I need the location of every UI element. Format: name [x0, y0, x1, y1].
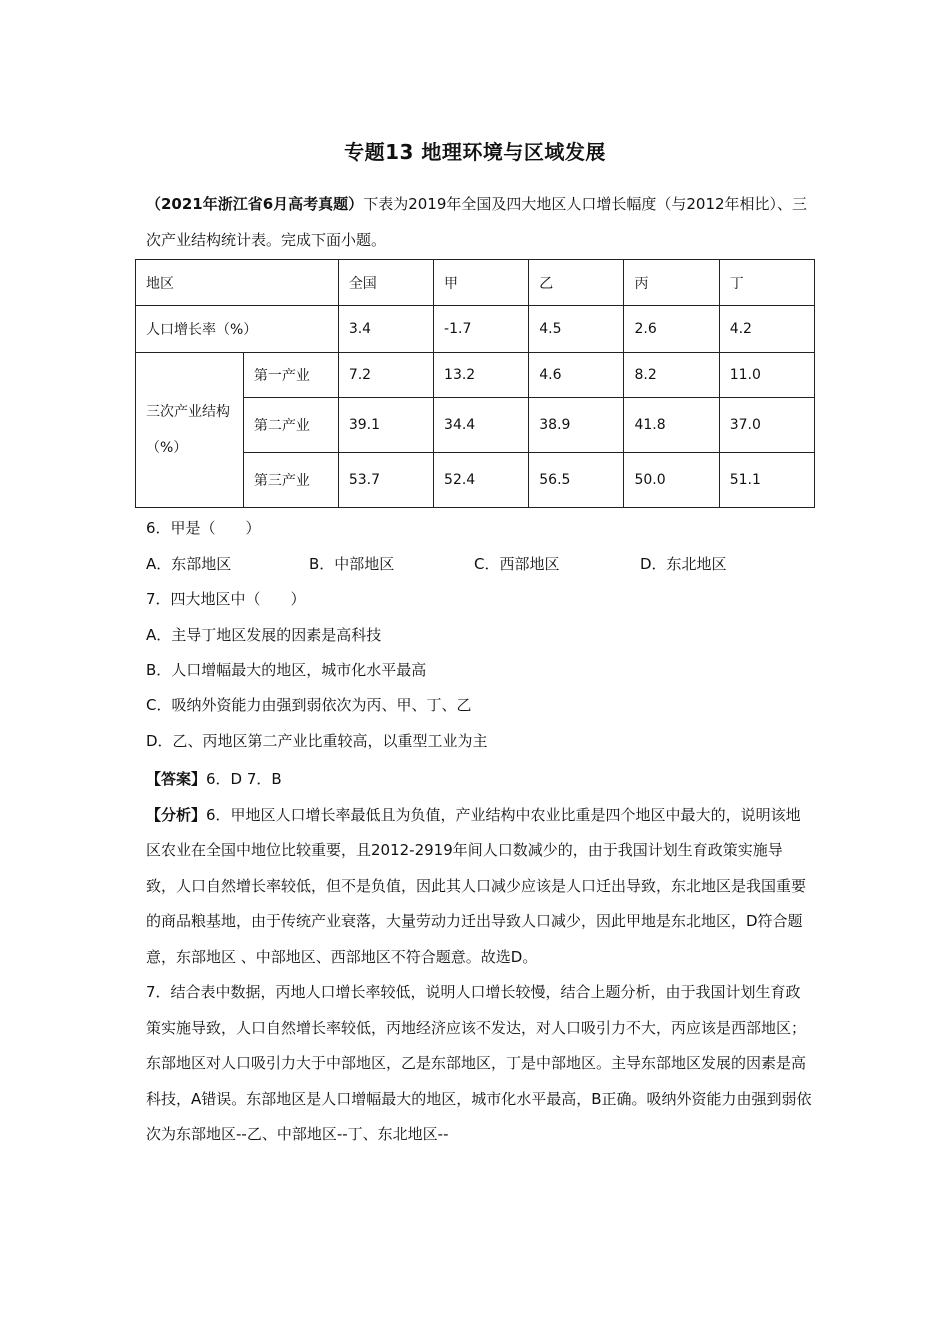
- option-a: A．主导丁地区发展的因素是高科技: [146, 626, 382, 644]
- header-national: 全国: [338, 260, 433, 306]
- intro-text: 下表为2019年全国及四大地区人口增长幅度（与2012年相比）、三次产业结构统计表。完成下面小题。: [146, 195, 808, 249]
- table-row-primary: [136, 353, 815, 398]
- question-source: （2021年浙江省6月高考真题）: [146, 195, 364, 213]
- table-cell: 3.4: [338, 306, 433, 353]
- header-jia: 甲: [434, 260, 529, 306]
- industry-label-primary: 第一产业: [243, 353, 338, 398]
- table-cell: 41.8: [624, 398, 719, 453]
- page-title: 专题13 地理环境与区域发展: [344, 140, 606, 164]
- table-cell: 13.2: [434, 353, 529, 398]
- analysis-paragraph-2: 7．结合表中数据，丙地人口增长率较低，说明人口增长较慢，结合上题分析，由于我国计划生育政策实施导致，人口自然增长率较低，丙地经济应该不发达，对人口吸引力不大，丙应该是西部地区；东部地区对人口吸引力大于中部地区，乙是东部地区，丁是中部地区。主导东部地区发展的因素是高科技，A错误。东部地区是人口增幅最大的地区，城市化水平最高，B正确。吸纳外资能力由强到弱依次为东部地区--乙、中部地区--丁、东北地区--: [146, 983, 812, 1143]
- table-cell: 11.0: [719, 353, 814, 398]
- table-header-row: [136, 260, 815, 306]
- answer-analysis: [146, 762, 812, 1153]
- table-cell: -1.7: [434, 306, 529, 353]
- answer-line: [146, 762, 812, 798]
- industry-group-label: [136, 353, 244, 508]
- option-c: C．西部地区: [474, 555, 560, 573]
- header-region: 地区: [136, 260, 339, 306]
- table-cell: 4.5: [529, 306, 624, 353]
- question-6-stem: 6．甲是（ ）: [146, 519, 261, 537]
- option-d: D．东北地区: [640, 555, 727, 573]
- option-c: C．吸纳外资能力由强到弱依次为丙、甲、丁、乙: [146, 696, 472, 714]
- table-cell: 51.1: [719, 453, 814, 508]
- analysis-label: 【分析】: [146, 805, 207, 824]
- table-cell: 4.2: [719, 306, 814, 353]
- table-cell: 7.2: [338, 353, 433, 398]
- analysis-paragraph-1: [146, 798, 812, 976]
- option-b: B．人口增幅最大的地区，城市化水平最高: [146, 661, 427, 679]
- industry-label-tertiary: 第三产业: [243, 453, 338, 508]
- statistics-table: [135, 259, 815, 508]
- population-label: 人口增长率（%）: [136, 306, 339, 353]
- table-cell: 56.5: [529, 453, 624, 508]
- table-cell: 8.2: [624, 353, 719, 398]
- option-a: A．东部地区: [146, 555, 232, 573]
- answer-text: 6．D 7．B: [206, 770, 282, 788]
- answer-label: 【答案】: [146, 770, 207, 788]
- question-7-stem: 7．四大地区中（ ）: [146, 590, 306, 608]
- header-bing: 丙: [624, 260, 719, 306]
- question-intro: [146, 186, 812, 258]
- table-cell: 39.1: [338, 398, 433, 453]
- option-b: B．中部地区: [309, 555, 395, 573]
- header-yi: 乙: [529, 260, 624, 306]
- header-ding: 丁: [719, 260, 814, 306]
- industry-group-text: 三次产业结构（%）: [146, 404, 230, 456]
- industry-label-secondary: 第二产业: [243, 398, 338, 453]
- table-cell: 4.6: [529, 353, 624, 398]
- option-d: D．乙、丙地区第二产业比重较高，以重型工业为主: [146, 732, 488, 750]
- table-row-population: [136, 306, 815, 353]
- table-cell: 2.6: [624, 306, 719, 353]
- table-cell: 37.0: [719, 398, 814, 453]
- table-cell: 52.4: [434, 453, 529, 508]
- table-cell: 53.7: [338, 453, 433, 508]
- table-cell: 38.9: [529, 398, 624, 453]
- table-cell: 50.0: [624, 453, 719, 508]
- analysis-text-1: 6．甲地区人口增长率最低且为负值，产业结构中农业比重是四个地区中最大的，说明该地区农业在全国中地位比较重要，且2012-2919年间人口数减少的，由于我国计划生育政策实施导致，人口自然增长率较低，但不是负值，因此其人口减少应该是人口迁出导致，东北地区是我国重要的商品粮基地，由于传统产业衰落，大量劳动力迁出导致人口减少，因此甲地是东北地区，D符合题意，东部地区 、中部地区、西部地区不符合题意。故选D。: [146, 805, 807, 966]
- table-cell: 34.4: [434, 398, 529, 453]
